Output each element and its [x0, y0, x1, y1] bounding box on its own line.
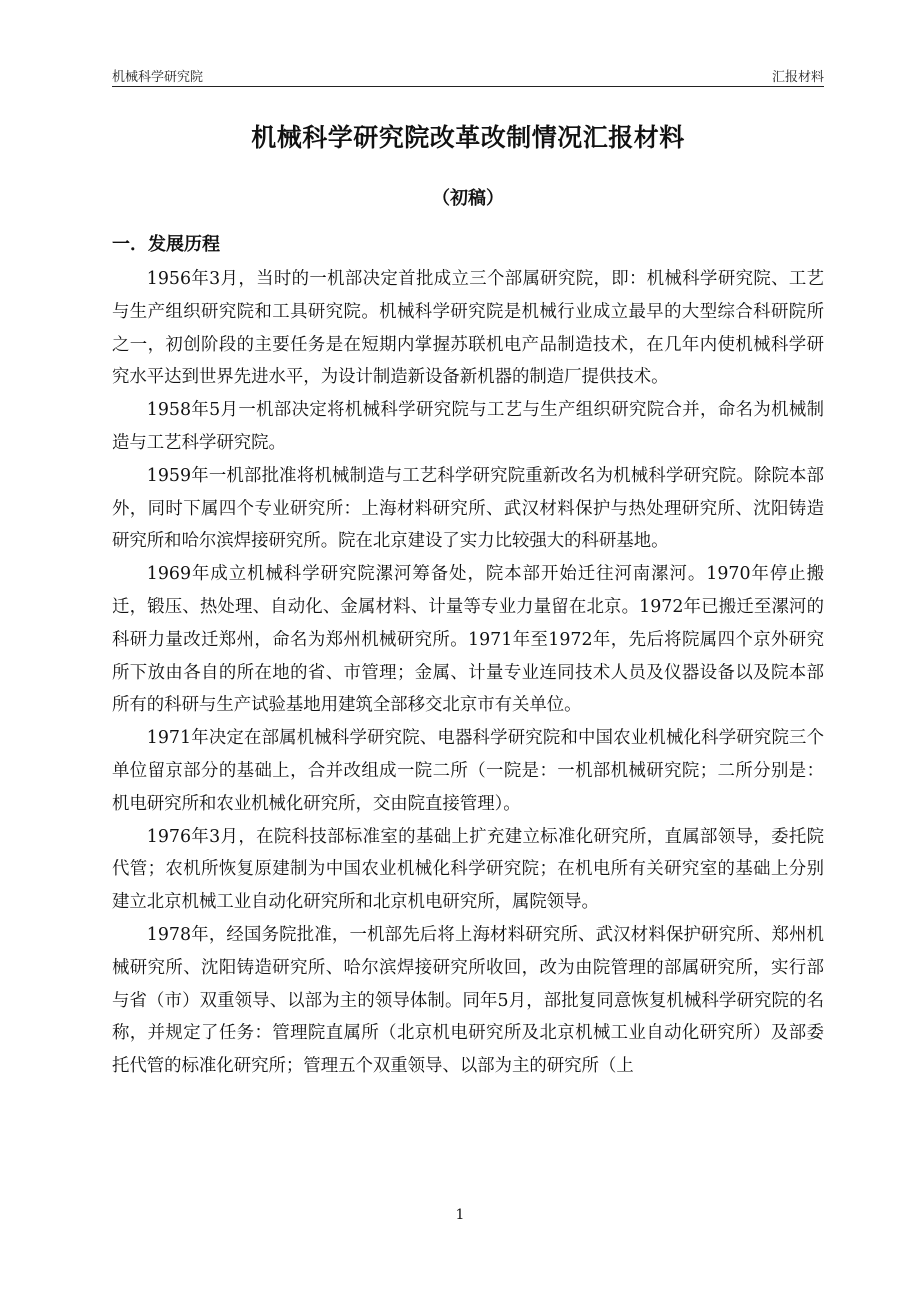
paragraph: 1958年5月一机部决定将机械科学研究院与工艺与生产组织研究院合并，命名为机械制造与工艺科学研究院。: [112, 400, 824, 453]
paragraph: 1978年，经国务院批准，一机部先后将上海材料研究所、武汉材料保护研究所、郑州机械研究所、沈阳铸造研究所、哈尔滨焊接研究所收回，改为由院管理的部属研究所，实行部与省（市）双重领导、以部为主的领导体制。同年5月，部批复同意恢复机械科学研究院的名称，并规定了任务：管理院直属所（北京机电研究所及北京机械工业自动化研究所）及部委托代管的标准化研究所；管理五个双重领导、以部为主的研究所（上: [112, 924, 824, 1077]
paragraph: 1956年3月，当时的一机部决定首批成立三个部属研究院，即：机械科学研究院、工艺与生产组织研究院和工具研究院。机械科学研究院是机械行业成立最早的大型综合科研院所之一，初创阶段的主要任务是在短期内掌握苏联机电产品制造技术，在几年内使机械科学研究水平达到世界先进水平，为设计制造新设备新机器的制造厂提供技术。: [112, 269, 824, 388]
document-title: 机械科学研究院改革改制情况汇报材料: [251, 123, 685, 152]
header-left-text: 机械科学研究院: [112, 70, 204, 85]
header-right-text: 汇报材料: [771, 70, 824, 85]
header-divider: [112, 86, 824, 87]
paragraph: 1971年决定在部属机械科学研究院、电器科学研究院和中国农业机械化科学研究院三个单位留京部分的基础上，合并改组成一院二所（一院是：一机部机械研究院；二所分别是：机电研究所和农业机械化研究所，交由院直接管理）。: [112, 728, 824, 814]
section-heading: 一．发展历程: [112, 234, 220, 255]
page-header: [112, 64, 824, 86]
paragraph: 1976年3月，在院科技部标准室的基础上扩充建立标准化研究所，直属部领导，委托院代管；农机所恢复原建制为中国农业机械化科学研究院；在机电所有关研究室的基础上分别建立北京机械工业自动化研究所和北京机电研究所，属院领导。: [112, 826, 824, 913]
document-subtitle: （初稿）: [432, 188, 504, 209]
paragraph: 1969年成立机械科学研究院漯河筹备处，院本部开始迁往河南漯河。1970年停止搬迁，锻压、热处理、自动化、金属材料、计量等专业力量留在北京。1972年已搬迁至漯河的科研力量改迁郑州，命名为郑州机械研究所。1971年至1972年，先后将院属四个京外研究所下放由各自的所在地的省、市管理；金属、计量专业连同技术人员及仪器设备以及院本部所有的科研与生产试验基地用建筑全部移交北京市有关单位。: [112, 564, 824, 716]
document-body: [112, 263, 824, 1083]
paragraph: 1959年一机部批准将机械制造与工艺科学研究院重新改名为机械科学研究院。除院本部外，同时下属四个专业研究所：上海材料研究所、武汉材料保护与热处理研究所、沈阳铸造研究所和哈尔滨焊接研究所。院在北京建设了实力比较强大的科研基地。: [112, 465, 824, 552]
page-number: 1: [455, 1207, 465, 1223]
